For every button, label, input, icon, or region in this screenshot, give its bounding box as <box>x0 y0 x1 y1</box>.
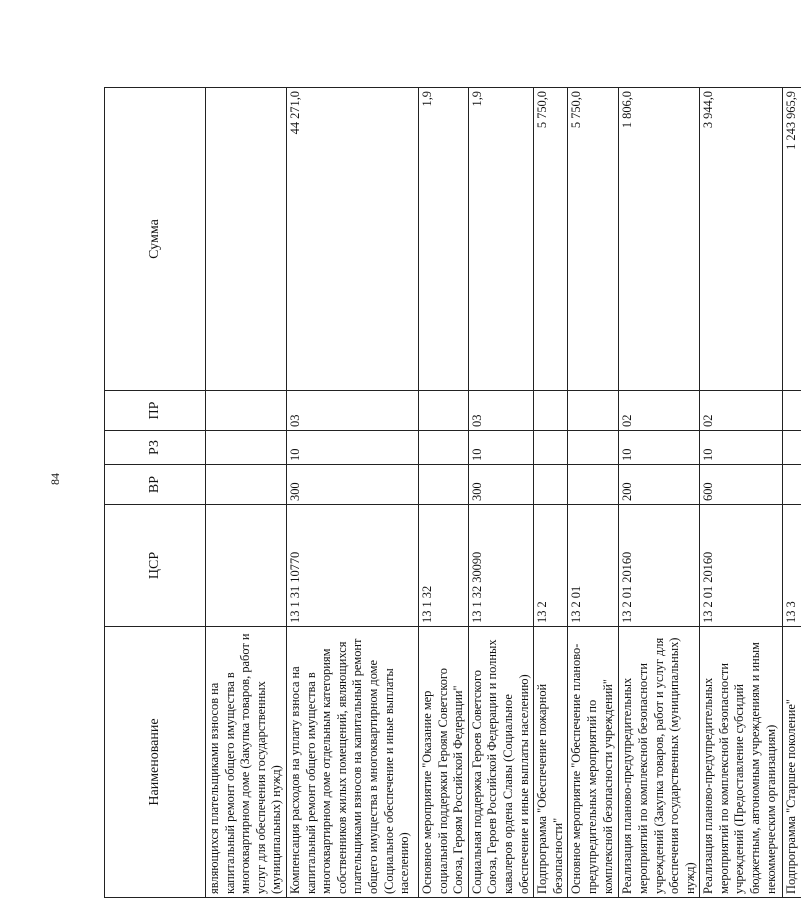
cell-pr: 03 <box>286 391 418 431</box>
cell-rz: 10 <box>468 431 533 465</box>
cell-vr: 200 <box>618 465 699 505</box>
header-sum: Сумма <box>104 88 205 391</box>
cell-name: Реализация планово-предупредительных мероприятий по комплексной безопасности учреждений (Предоставление субсидий бюджетным, автономным учреждениям и иным некоммерческим организациям) <box>699 627 782 898</box>
cell-rz: 10 <box>618 431 699 465</box>
cell-sum: 1 243 965,9 <box>782 88 801 391</box>
cell-csr: 13 1 31 10770 <box>286 505 418 627</box>
cell-rz <box>418 431 468 465</box>
cell-name: Социальная поддержка Героев Советского Союза, Героев Российской Федерации и полных кавалеров ордена Славы (Социальное обеспечение и иные выплаты населению) <box>468 627 533 898</box>
cell-rz <box>533 431 567 465</box>
cell-vr <box>418 465 468 505</box>
table-row <box>618 88 699 898</box>
cell-vr <box>567 465 618 505</box>
header-name: Наименование <box>104 627 205 898</box>
cell-name: Компенсация расходов на уплату взноса на капитальный ремонт общего имущества в многоквартирном доме отдельным категориям собственников жилых помещений, являющихся плательщиками взносов на капитальный ремонт общего имущества в многоквартирном доме (Социальное обеспечение и иные выплаты населению) <box>286 627 418 898</box>
table-row <box>567 88 618 898</box>
cell-pr <box>418 391 468 431</box>
table-row <box>533 88 567 898</box>
table-row <box>286 88 418 898</box>
cell-csr: 13 1 32 <box>418 505 468 627</box>
table-row <box>468 88 533 898</box>
cell-csr: 13 2 <box>533 505 567 627</box>
budget-table <box>104 87 801 898</box>
cell-csr: 13 2 01 20160 <box>699 505 782 627</box>
header-vr: ВР <box>104 465 205 505</box>
cell-pr <box>533 391 567 431</box>
cell-sum: 5 750,0 <box>533 88 567 391</box>
cell-pr: 02 <box>618 391 699 431</box>
page-number: 84 <box>48 473 62 485</box>
cell-pr <box>782 391 801 431</box>
cell-name: Основное мероприятие "Обеспечение планово-предупредительных мероприятий по комплексной безопасности учреждений" <box>567 627 618 898</box>
header-csr: ЦСР <box>104 505 205 627</box>
table-row <box>205 88 286 898</box>
cell-csr: 13 3 <box>782 505 801 627</box>
cell-name: являющихся плательщиками взносов на капитальный ремонт общего имущества в многоквартирном доме (Закупка товаров, работ и услуг для обеспечения государственных (муниципальных) нужд) <box>205 627 286 898</box>
cell-csr: 13 2 01 20160 <box>618 505 699 627</box>
cell-vr: 600 <box>699 465 782 505</box>
cell-sum <box>205 88 286 391</box>
cell-vr <box>205 465 286 505</box>
cell-pr: 02 <box>699 391 782 431</box>
table-row <box>418 88 468 898</box>
cell-rz <box>782 431 801 465</box>
cell-name: Реализация планово-предупредительных мероприятий по комплексной безопасности учреждений (Закупка товаров, работ и услуг для обеспечения государственных (муниципальных) нужд) <box>618 627 699 898</box>
cell-sum: 44 271,0 <box>286 88 418 391</box>
cell-sum: 1,9 <box>468 88 533 391</box>
header-pr: ПР <box>104 391 205 431</box>
cell-rz <box>205 431 286 465</box>
cell-rz: 10 <box>286 431 418 465</box>
cell-sum: 5 750,0 <box>567 88 618 391</box>
cell-vr <box>533 465 567 505</box>
cell-vr: 300 <box>286 465 418 505</box>
header-rz: РЗ <box>104 431 205 465</box>
cell-name: Основное мероприятие "Оказание мер социальной поддержки Героям Советского Союза, Героям Российской Федерации" <box>418 627 468 898</box>
cell-sum: 1 806,0 <box>618 88 699 391</box>
cell-rz <box>567 431 618 465</box>
cell-pr <box>567 391 618 431</box>
cell-vr: 300 <box>468 465 533 505</box>
header-row <box>104 88 205 898</box>
cell-csr <box>205 505 286 627</box>
table-row <box>699 88 782 898</box>
rotated-table-container <box>104 88 798 898</box>
cell-csr: 13 1 32 30090 <box>468 505 533 627</box>
table-row <box>782 88 801 898</box>
cell-csr: 13 2 01 <box>567 505 618 627</box>
cell-sum: 1,9 <box>418 88 468 391</box>
cell-pr: 03 <box>468 391 533 431</box>
cell-vr <box>782 465 801 505</box>
cell-rz: 10 <box>699 431 782 465</box>
cell-pr <box>205 391 286 431</box>
cell-name: Подпрограмма "Обеспечение пожарной безопасности" <box>533 627 567 898</box>
cell-sum: 3 944,0 <box>699 88 782 391</box>
cell-name: Подпрограмма "Старшее поколение" <box>782 627 801 898</box>
